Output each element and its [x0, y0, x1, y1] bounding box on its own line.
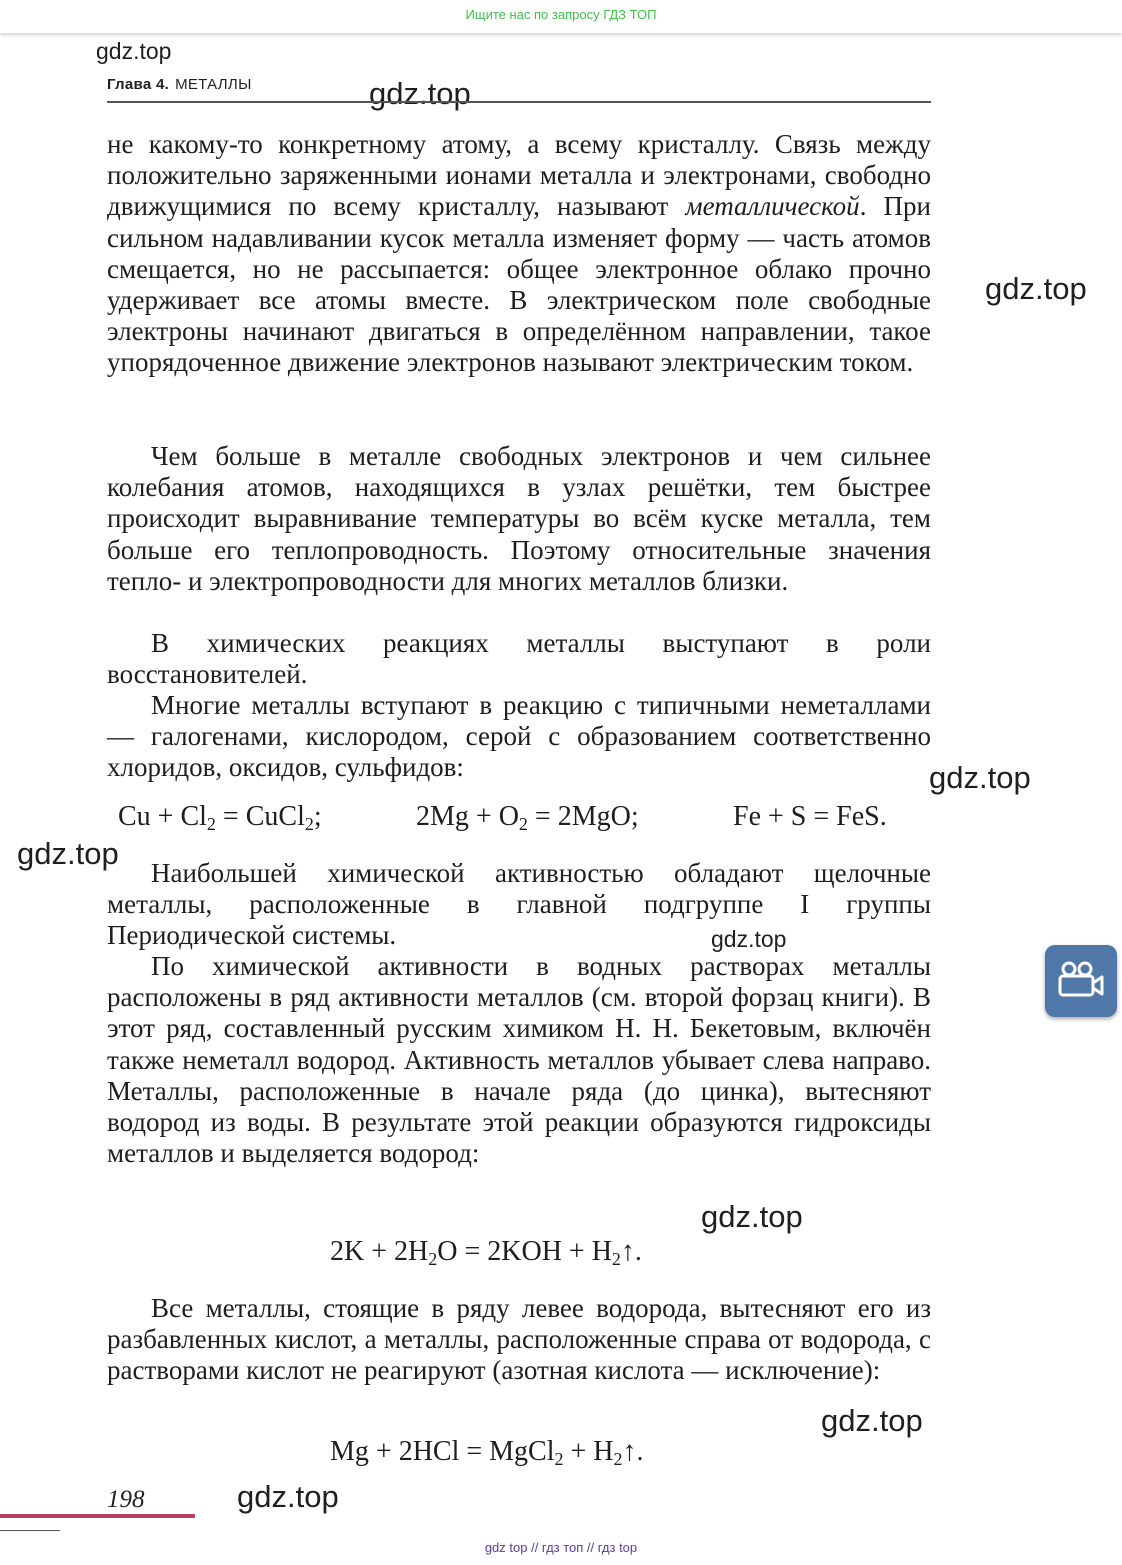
watermark: gdz.top [711, 926, 787, 952]
watermark: gdz.top [821, 1403, 923, 1438]
bottom-banner-text: gdz top // гдз топ // гдз top [484, 1540, 638, 1555]
header-divider [107, 101, 931, 103]
page-footer-bar [0, 1514, 195, 1518]
search-hint-link[interactable]: Ищите нас по запросу ГДЗ ТОП [465, 7, 657, 22]
chapter-number: Глава 4. [107, 76, 170, 93]
watermark: gdz.top [237, 1479, 339, 1514]
watermark: gdz.top [96, 38, 172, 64]
watermark: gdz.top [369, 76, 471, 111]
page-footer-line [0, 1530, 60, 1531]
page-number: 198 [107, 1486, 145, 1513]
video-camera-icon [1045, 945, 1117, 1017]
chapter-title: МЕТАЛЛЫ [175, 76, 252, 93]
watermark: gdz.top [701, 1199, 803, 1234]
watermark: gdz.top [985, 271, 1087, 306]
top-banner [0, 0, 1122, 33]
paragraph: Чем больше в металле свободных электронов и чем сильнее колебания атомов, находящихся в узлах решётки, тем быстрее происходит выравнивание температуры во всём куске металла, тем больше его теплопроводность. Поэтому относительные значения тепло- и электропроводности для многих металлов близки. [107, 441, 931, 596]
equation-potassium-water: $2K + 2H_2O = 2KOH$ + $H_2↑$. [330, 1236, 642, 1269]
equation-iron-sulfur: Fe + S = FeS. [733, 801, 887, 832]
paragraph: Многие металлы вступают в реакцию с типичными неметаллами — галогенами, кислородом, серой с образованием соответственно хлоридов, оксидов, сульфидов: [107, 690, 931, 783]
paragraph: По химической активности в водных растворах металлы расположены в ряд активности металлов (см. второй форзац книги). В этот ряд, составленный русским химиком Н. Н. Бекетовым, включён также неметалл водород. Активность металлов убывает слева направо. Металлы, расположенные в начале ряда (до цинка), вытесняют водород из воды. В результате этой реакции образуются гидроксиды металлов и выделяется водород: [107, 951, 931, 1169]
watermark: gdz.top [17, 836, 119, 871]
watermark: gdz.top [929, 760, 1031, 795]
video-button[interactable] [1045, 945, 1117, 1017]
paragraph: не какому-то конкретному атому, а всему кристаллу. Связь между положительно заряженными ионами металла и электронами, свободно движущимися по всему кристаллу, называют металлической. При сильном надавливании кусок металла изменяет форму — часть атомов смещается, но не рассыпается: общее электронное облако прочно удерживает все атомы вместе. В электрическом поле свободные электроны начинают двигаться в определённом направлении, такое упорядоченное движение электронов называют электрическим током. [107, 129, 931, 378]
chapter-header [107, 76, 252, 93]
bottom-banner [0, 1538, 1122, 1565]
paragraph: Все металлы, стоящие в ряду левее водорода, вытесняют его из разбавленных кислот, а металлы, расположенные справа от водорода, с растворами кислот не реагируют (азотная кислота — исключение): [107, 1293, 931, 1386]
emphasized-term: металлической [685, 191, 860, 222]
equation-copper-chlorine: $Cu + Cl_2$ = CuCl$_2$; [118, 801, 322, 834]
paragraph: Наибольшей химической активностью обладают щелочные металлы, расположенные в главной подгруппе I группы Периодической системы. [107, 858, 931, 951]
equation-magnesium-acid: Mg + 2HCl = MgCl$_2$ + $H_2↑$. [330, 1436, 644, 1469]
equation-magnesium-oxygen: $2Mg + O_2 = 2MgO$; [416, 801, 639, 834]
paragraph: В химических реакциях металлы выступают в роли восстановителей. [107, 628, 931, 690]
